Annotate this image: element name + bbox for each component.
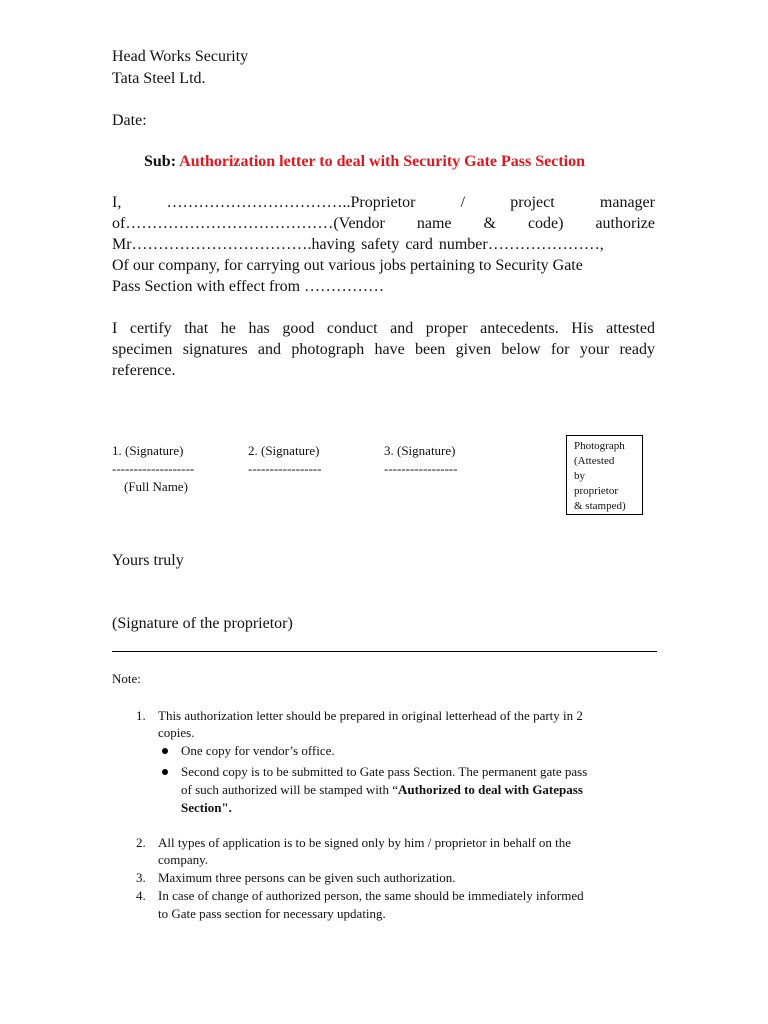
note-1-line-1: This authorization letter should be prepared in original letterhead of the party in 2 bbox=[158, 708, 583, 723]
note-2-line-1: All types of application is to be signed only by him / proprietor in behalf on the bbox=[158, 835, 572, 850]
proprietor-signature-label: (Signature of the proprietor) bbox=[112, 615, 293, 632]
subject-text: Authorization letter to deal with Security Gate Pass Section bbox=[179, 153, 586, 170]
note-title: Note: bbox=[112, 671, 141, 686]
signature-1-line: ------------------- bbox=[112, 461, 195, 476]
note-1-line-2: copies. bbox=[158, 725, 195, 740]
certify-line-1: I certify that he has good conduct and proper antecedents. His attested bbox=[112, 320, 655, 337]
note-3-line-1: Maximum three persons can be given such authorization. bbox=[158, 870, 456, 885]
note-4-line-2: to Gate pass section for necessary updating. bbox=[158, 906, 386, 921]
body-line-3: Mr…………………………….having safety card number…………………, bbox=[112, 236, 604, 253]
body-line-4: Of our company, for carrying out various jobs pertaining to Security Gate bbox=[112, 257, 583, 274]
divider-line bbox=[112, 651, 657, 652]
certify-line-3: reference. bbox=[112, 362, 176, 379]
sender-line-2: Tata Steel Ltd. bbox=[112, 70, 206, 87]
photograph-box: Photograph (Attested by proprietor & stamped) bbox=[566, 435, 643, 515]
signature-3-label: 3. (Signature) bbox=[384, 443, 456, 458]
signature-1-label: 1. (Signature) bbox=[112, 443, 184, 458]
certify-line-2: specimen signatures and photograph have been given below for your ready bbox=[112, 341, 655, 358]
signature-3-line: ----------------- bbox=[384, 461, 458, 476]
note-1-bullet-2-line-1: Second copy is to be submitted to Gate pass Section. The permanent gate pass bbox=[181, 764, 588, 779]
sender-line-1: Head Works Security bbox=[112, 48, 249, 65]
note-4-line-1: In case of change of authorized person, the same should be immediately informed bbox=[158, 888, 584, 903]
note-3-number: 3. bbox=[136, 870, 146, 885]
signature-2-line: ----------------- bbox=[248, 461, 322, 476]
note-1-bullet-1: One copy for vendor’s office. bbox=[181, 743, 335, 758]
note-1-bullet-2-line-2: of such authorized will be stamped with “Authorized to deal with Gatepass bbox=[181, 782, 583, 797]
yours-truly: Yours truly bbox=[112, 552, 184, 569]
signature-2-label: 2. (Signature) bbox=[248, 443, 320, 458]
bullet-icon bbox=[162, 748, 168, 754]
full-name-label: (Full Name) bbox=[124, 479, 188, 494]
date-label: Date: bbox=[112, 112, 147, 129]
body-line-5: Pass Section with effect from …………… bbox=[112, 278, 385, 295]
note-2-line-2: company. bbox=[158, 852, 209, 867]
note-1-number: 1. bbox=[136, 708, 146, 723]
body-line-2: of…………………………………(Vendor name & code) authorize bbox=[112, 215, 655, 232]
bullet-icon bbox=[162, 769, 168, 775]
note-4-number: 4. bbox=[136, 888, 146, 903]
body-line-1: I, ……………………………..Proprietor / project manager bbox=[112, 194, 655, 211]
subject-line bbox=[144, 151, 585, 172]
note-2-number: 2. bbox=[136, 835, 146, 850]
subject-prefix: Sub: bbox=[144, 153, 177, 170]
note-1-bullet-2-line-3: Section". bbox=[181, 800, 232, 815]
